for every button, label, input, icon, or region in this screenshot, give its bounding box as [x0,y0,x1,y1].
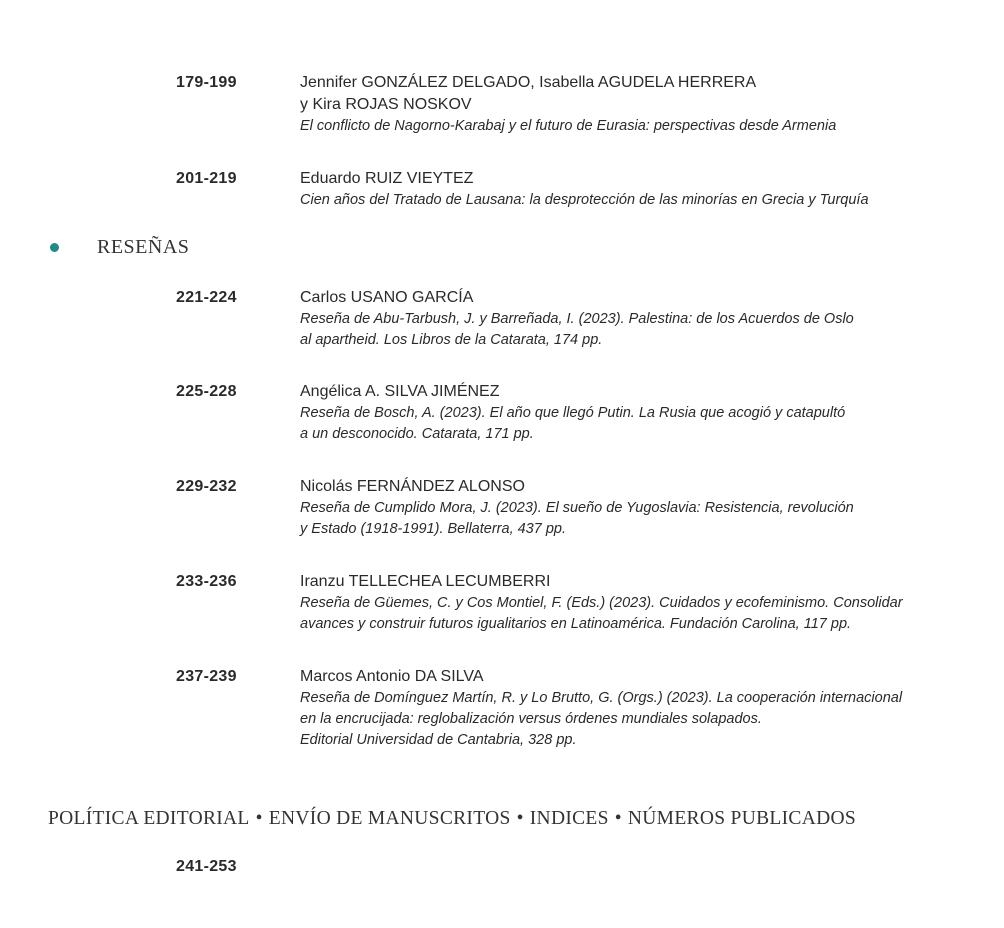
page-range: 237-239 [176,668,237,685]
entry-body [300,381,990,445]
review-title: y Estado (1918-1991). Bellaterra, 437 pp. [300,521,566,537]
author-line: Carlos USANO GARCÍA [300,289,474,306]
entry-body [300,571,990,635]
review-title: Reseña de Güemes, C. y Cos Montiel, F. (Eds.) (2023). Cuidados y ecofeminismo. Consolidar [300,595,903,611]
entry-body [300,168,990,211]
review-title: en la encrucijada: reglobalización versus órdenes mundiales solapados. [300,711,762,727]
bullet-dot-icon [50,243,59,252]
page-range: 179-199 [176,74,237,91]
separator-dot: • [255,808,263,829]
entry-body [300,476,990,540]
author-line: Eduardo RUIZ VIEYTEZ [300,170,474,187]
article-title: Cien años del Tratado de Lausana: la desprotección de las minorías en Grecia y Turquía [300,192,869,208]
author-line: Angélica A. SILVA JIMÉNEZ [300,383,500,400]
review-title: Reseña de Abu-Tarbush, J. y Barreñada, I. (2023). Palestina: de los Acuerdos de Oslo [300,311,854,327]
author-line: y Kira ROJAS NOSKOV [300,96,472,113]
review-title: avances y construir futuros igualitarios en Latinoamérica. Fundación Carolina, 117 pp. [300,616,852,632]
article-title: El conflicto de Nagorno-Karabaj y el futuro de Eurasia: perspectivas desde Armenia [300,118,837,134]
section-heading [50,236,189,259]
entry-body [300,72,990,137]
review-title: Editorial Universidad de Cantabria, 328 pp. [300,732,577,748]
footer-item-indices: INDICES [529,808,609,829]
author-line: Iranzu TELLECHEA LECUMBERRI [300,573,551,590]
review-title: Reseña de Domínguez Martín, R. y Lo Brutto, G. (Orgs.) (2023). La cooperación internacional [300,690,903,706]
section-label: RESEÑAS [97,236,190,258]
page-range: 241-253 [176,858,237,875]
separator-dot: • [516,808,524,829]
footer-item-politica-editorial: POLÍTICA EDITORIAL [48,808,250,829]
entry-body [300,666,990,751]
page-range: 221-224 [176,289,237,306]
author-line: Marcos Antonio DA SILVA [300,668,484,685]
separator-dot: • [614,808,622,829]
review-title: Reseña de Cumplido Mora, J. (2023). El sueño de Yugoslavia: Resistencia, revolución [300,500,854,516]
author-line: Jennifer GONZÁLEZ DELGADO, Isabella AGUDELA HERRERA [300,74,757,91]
page-range: 233-236 [176,573,237,590]
page-range: 201-219 [176,170,237,187]
footer-item-envio-manuscritos: ENVÍO DE MANUSCRITOS [268,808,511,829]
review-title: a un desconocido. Catarata, 171 pp. [300,426,534,442]
back-matter-heading [48,808,856,830]
review-title: Reseña de Bosch, A. (2023). El año que llegó Putin. La Rusia que acogió y catapultó [300,405,846,421]
review-title: al apartheid. Los Libros de la Catarata, 174 pp. [300,332,603,348]
page-range: 225-228 [176,383,237,400]
author-line: Nicolás FERNÁNDEZ ALONSO [300,478,525,495]
page-range: 229-232 [176,478,237,495]
entry-body [300,287,990,351]
footer-item-numeros-publicados: NÚMEROS PUBLICADOS [627,808,856,829]
